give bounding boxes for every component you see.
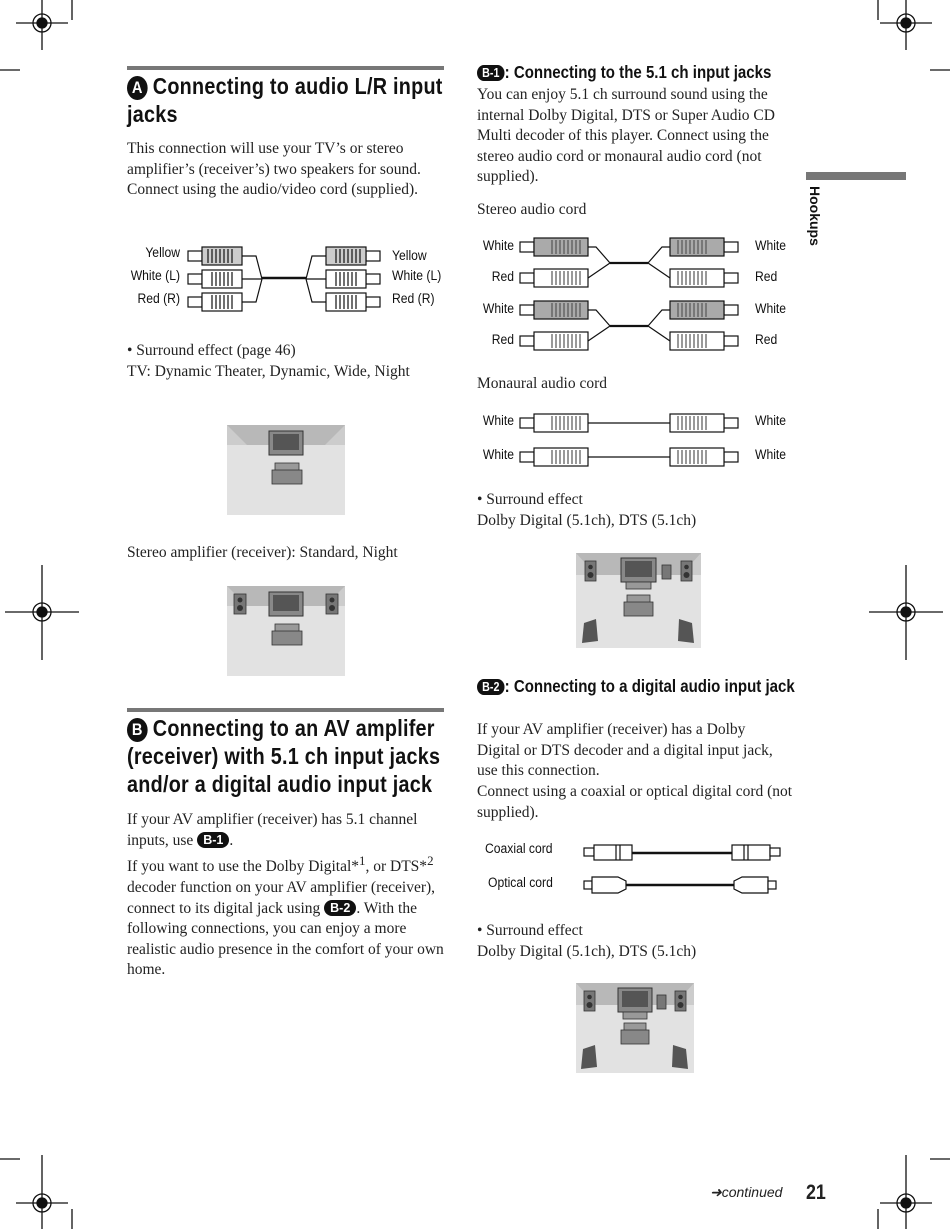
stereo-label-right-1: Red xyxy=(755,269,778,284)
section-b-title: Connecting to an AV amplifer (receiver) with 5.1 ch input jacks and/or a digital audio input jack xyxy=(127,715,441,797)
footnote-2: 2 xyxy=(427,853,434,869)
section-a-intro: This connection will use your TV’s or stereo amplifier’s (receiver’s) two speakers for sound. Connect using the audio/video cord (supplied). xyxy=(127,140,421,199)
footer xyxy=(710,1184,782,1202)
plug-red-left xyxy=(188,293,242,311)
stereo-label-left-0: White xyxy=(482,238,514,253)
section-b2-title: : Connecting to a digital audio input jack xyxy=(504,676,795,696)
section-b2-intro1: If your AV amplifier (receiver) has a Dolby Digital or DTS decoder and a digital input jack, use this connection. xyxy=(477,721,773,780)
section-b-letter: B xyxy=(127,718,148,742)
badge-b1-inline: B-1 xyxy=(197,832,229,848)
section-a-rule xyxy=(127,66,444,70)
section-a-letter: A xyxy=(127,76,148,100)
badge-b1: B-1 xyxy=(477,65,505,81)
mono-label-right-0: White xyxy=(755,413,787,428)
section-b1-intro: You can enjoy 5.1 ch surround sound using the internal Dolby Digital, DTS or Super Audio CD Multi decoder of this player. Connect using the stereo audio cord or monaural audio cord (not supplied). xyxy=(477,86,775,186)
section-a-tv-modes: TV: Dynamic Theater, Dynamic, Wide, Night xyxy=(127,363,410,380)
section-b-rule xyxy=(127,708,444,712)
footnote-1: 1 xyxy=(359,853,366,869)
mono-label-right-1: White xyxy=(755,447,787,462)
side-tab-bar xyxy=(806,172,906,180)
surround-51-illustration-b1 xyxy=(576,553,701,648)
mono-label-left-0: White xyxy=(482,413,514,428)
cord-a-label-left-2: Red (R) xyxy=(137,291,180,306)
continued-arrow-icon: ➜ xyxy=(710,1184,722,1200)
section-a-surround-bullet: • Surround effect (page 46) xyxy=(127,342,296,359)
stereo-cord-caption: Stereo audio cord xyxy=(477,201,587,218)
section-b-p2b: , or DTS* xyxy=(365,858,428,876)
coaxial-cord-label: Coaxial cord xyxy=(485,841,553,856)
cord-a-label-right-1: White (L) xyxy=(392,268,442,283)
stereo-label-right-3: Red xyxy=(755,332,778,347)
tv-surround-illustration xyxy=(227,425,345,515)
coaxial-cord xyxy=(584,845,780,860)
stereo-label-left-1: Red xyxy=(491,269,514,284)
section-b2-intro2: Connect using a coaxial or optical digital cord (not supplied). xyxy=(477,783,793,821)
mono-audio-cord-diagram xyxy=(518,412,740,462)
side-tab-label: Hookups xyxy=(807,186,823,246)
surround-51-illustration-b2 xyxy=(576,983,694,1073)
plug-yellow-right xyxy=(326,247,380,265)
cord-a-label-left-0: Yellow xyxy=(145,245,180,260)
stereo-label-right-2: White xyxy=(755,301,787,316)
badge-b2-inline: B-2 xyxy=(324,900,356,916)
section-b-p2a: If you want to use the Dolby Digital* xyxy=(127,858,360,876)
badge-b2: B-2 xyxy=(477,679,505,695)
stereo-audio-cord-diagram xyxy=(518,236,740,346)
section-a-stereo-modes: Stereo amplifier (receiver): Standard, Night xyxy=(127,544,398,561)
digital-cord-diagram xyxy=(584,843,784,893)
section-b-p1: If your AV amplifier (receiver) has 5.1 channel inputs, use xyxy=(127,811,418,849)
section-b1-heading xyxy=(477,62,795,83)
stereo-label-left-2: White xyxy=(482,301,514,316)
section-b1-title: : Connecting to the 5.1 ch input jacks xyxy=(504,62,772,82)
section-a-title: Connecting to audio L/R input jacks xyxy=(127,73,443,127)
stereo-surround-illustration xyxy=(227,586,345,676)
section-b-p2c: decoder function on your AV amplifier (receiver), connect to its digital jack using xyxy=(127,878,436,917)
section-b-p3: . With the following connections, you can enjoy a more realistic audio presence in the comfort of your own home. xyxy=(127,899,444,979)
plug-white-right xyxy=(326,270,380,288)
section-b-body: If your AV amplifier (receiver) has 5.1 channel inputs, use B-1 . If you want to use the Dolby Digital*$^1$, or DTS*$^2$ decoder function on your AV amplifier (receiver), connect to its digital jack using B-2 . With the following connections, you can enjoy a more realistic audio presence in the comfort of your own home. xyxy=(127,811,444,979)
plug-red-right xyxy=(326,293,380,311)
optical-cord xyxy=(584,877,776,893)
section-b2-heading xyxy=(477,676,795,697)
page-number: 21 xyxy=(806,1181,826,1204)
cord-a-label-left-1: White (L) xyxy=(130,268,180,283)
mono-cord-caption: Monaural audio cord xyxy=(477,375,607,392)
section-b-heading xyxy=(127,714,443,798)
stereo-plugs-right xyxy=(670,238,738,350)
section-b2-surround-modes: Dolby Digital (5.1ch), DTS (5.1ch) xyxy=(477,943,697,960)
section-b1-surround-bullet: • Surround effect xyxy=(477,491,583,508)
plug-yellow-left xyxy=(188,247,242,265)
section-a-heading xyxy=(127,72,443,128)
mono-label-left-1: White xyxy=(482,447,514,462)
plug-white-left xyxy=(188,270,242,288)
stereo-label-right-0: White xyxy=(755,238,787,253)
stereo-plugs-left xyxy=(520,238,588,350)
stereo-label-left-3: Red xyxy=(491,332,514,347)
section-b2-surround-bullet: • Surround effect xyxy=(477,922,583,939)
section-b1-surround-modes: Dolby Digital (5.1ch), DTS (5.1ch) xyxy=(477,512,697,529)
av-cord-diagram xyxy=(184,244,384,314)
optical-cord-label: Optical cord xyxy=(488,875,553,890)
cord-a-label-right-0: Yellow xyxy=(392,248,427,263)
continued-label: continued xyxy=(721,1184,783,1200)
cord-a-label-right-2: Red (R) xyxy=(392,291,435,306)
